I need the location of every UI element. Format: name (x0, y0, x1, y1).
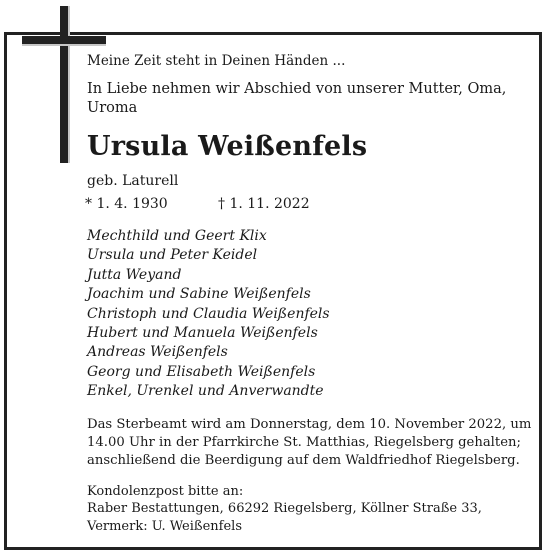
notice-content (85, 52, 532, 535)
cross-horizontal-bar (22, 36, 106, 44)
condolence-address (87, 483, 527, 536)
condolence-line: Raber Bestattungen, 66292 Riegelsberg, Köllner Straße 33, (87, 501, 482, 517)
list-item: Ursula und Peter Keidel (87, 247, 258, 264)
list-item: Mechthild und Geert Klix (87, 228, 267, 244)
mourners-list (87, 227, 527, 402)
condolence-line: Kondolenzpost bitte an: (87, 483, 244, 499)
list-item: Christoph und Claudia Weißenfels (87, 305, 330, 322)
service-details: Das Sterbeamt wird am Donnerstag, dem 10. November 2022, um 14.00 Uhr in der Pfarrkirche St. Matthias, Riegelsberg gehalten; anschließend die Beerdigung auf dem Waldfriedhof Riegelsberg. (87, 416, 532, 468)
cross-vertical-bar (60, 6, 68, 163)
list-item: Jutta Weyand (87, 266, 182, 283)
list-item: Joachim und Sabine Weißenfels (87, 286, 311, 303)
list-item: Andreas Weißenfels (87, 344, 228, 361)
list-item: Georg und Elisabeth Weißenfels (87, 363, 316, 380)
death-date: † 1. 11. 2022 (218, 196, 310, 212)
deceased-name: Ursula Weißenfels (87, 131, 368, 162)
life-dates (85, 195, 527, 213)
intro-text: In Liebe nehmen wir Abschied von unserer Mutter, Oma, Uroma (87, 81, 507, 116)
list-item: Hubert und Manuela Weißenfels (87, 325, 318, 342)
motto: Meine Zeit steht in Deinen Händen ... (87, 53, 346, 69)
condolence-line: Vermerk: U. Weißenfels (87, 518, 242, 534)
birth-date: * 1. 4. 1930 (85, 196, 168, 212)
maiden-name: geb. Laturell (87, 173, 179, 189)
list-item: Enkel, Urenkel und Anverwandte (87, 383, 324, 400)
